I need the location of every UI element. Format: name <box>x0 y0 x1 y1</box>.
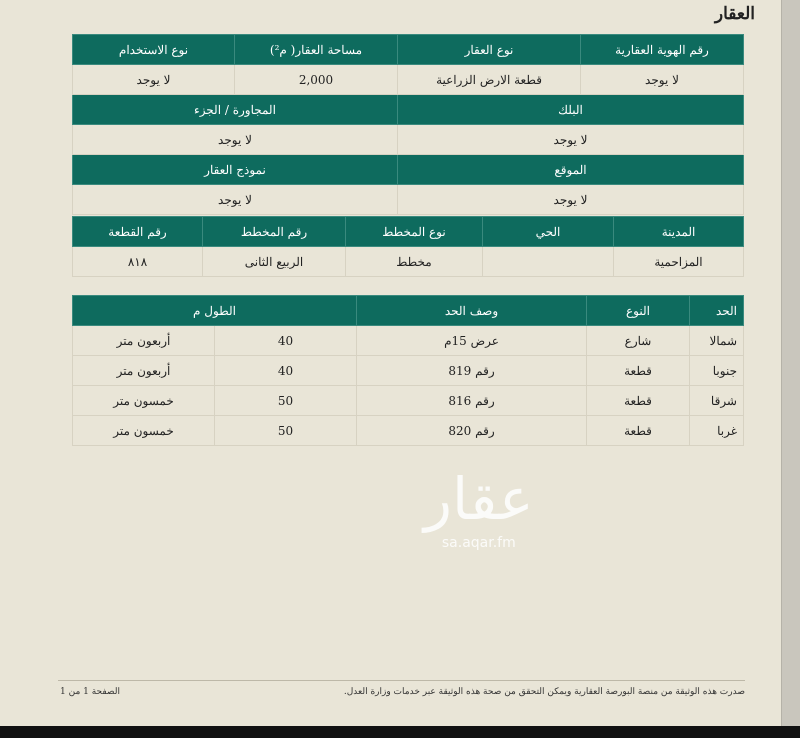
cell: رقم 819 <box>357 356 587 386</box>
table-row <box>73 326 744 356</box>
value-cell: لا يوجد <box>73 125 398 155</box>
value-cell: مخطط <box>346 247 483 277</box>
cell: خمسون متر <box>73 386 215 416</box>
value-cell <box>483 247 614 277</box>
page-number: الصفحة 1 من 1 <box>60 687 120 697</box>
cell: شرقا <box>690 386 744 416</box>
value-cell: 2,000 <box>235 65 398 95</box>
header-cell: نموذج العقار <box>73 155 398 185</box>
table-row <box>73 416 744 446</box>
table-row <box>73 356 744 386</box>
cell: 40 <box>215 356 357 386</box>
header-cell: نوع الاستخدام <box>73 35 235 65</box>
header-cell: رقم المخطط <box>203 217 346 247</box>
location-table <box>72 216 744 277</box>
value-cell: الربيع الثانى <box>203 247 346 277</box>
property-table <box>72 34 744 215</box>
value-cell: لا يوجد <box>73 185 398 215</box>
watermark-logo <box>424 466 534 552</box>
value-cell: لا يوجد <box>73 65 235 95</box>
cell: قطعة <box>587 416 690 446</box>
header-cell: الحي <box>483 217 614 247</box>
value-cell: لا يوجد <box>581 65 744 95</box>
footer-note: صدرت هذه الوثيقة من منصة البورصة العقارية ويمكن التحقق من صحة هذه الوثيقة عبر خدمات وزارة العدل. <box>343 687 745 697</box>
viewer-bottom-bar <box>0 726 800 738</box>
section-title: العقار <box>714 4 755 24</box>
cell: خمسون متر <box>73 416 215 446</box>
header-cell: الموقع <box>398 155 744 185</box>
cell: جنوبا <box>690 356 744 386</box>
boundaries-table <box>72 295 744 446</box>
cell: شارع <box>587 326 690 356</box>
cell: 50 <box>215 416 357 446</box>
value-cell: لا يوجد <box>398 185 744 215</box>
cell: رقم 816 <box>357 386 587 416</box>
header-cell: رقم الهوية العقارية <box>581 35 744 65</box>
cell: رقم 820 <box>357 416 587 446</box>
header-cell: البلك <box>398 95 744 125</box>
cell: عرض 15م <box>357 326 587 356</box>
viewer-edge <box>781 0 800 738</box>
header-cell: النوع <box>587 296 690 326</box>
watermark-text: عقار <box>424 465 534 533</box>
value-cell: المزاحمية <box>614 247 744 277</box>
header-cell: وصف الحد <box>357 296 587 326</box>
cell: غربا <box>690 416 744 446</box>
footer-divider <box>58 680 745 681</box>
cell: شمالا <box>690 326 744 356</box>
cell: أربعون متر <box>73 356 215 386</box>
header-cell: الحد <box>690 296 744 326</box>
watermark-url: sa.aqar.fm <box>441 535 516 551</box>
table-row <box>73 386 744 416</box>
header-cell: نوع المخطط <box>346 217 483 247</box>
header-cell: المجاورة / الجزء <box>73 95 398 125</box>
cell: 40 <box>215 326 357 356</box>
value-cell: لا يوجد <box>398 125 744 155</box>
header-cell: الطول م <box>73 296 357 326</box>
value-cell: قطعة الارض الزراعية <box>398 65 581 95</box>
cell: 50 <box>215 386 357 416</box>
header-cell: رقم القطعة <box>73 217 203 247</box>
cell: أربعون متر <box>73 326 215 356</box>
cell: قطعة <box>587 356 690 386</box>
header-cell: المدينة <box>614 217 744 247</box>
cell: قطعة <box>587 386 690 416</box>
header-cell: نوع العقار <box>398 35 581 65</box>
value-cell: ٨١٨ <box>73 247 203 277</box>
header-cell: مساحة العقار( م²) <box>235 35 398 65</box>
tables-container <box>72 34 743 446</box>
